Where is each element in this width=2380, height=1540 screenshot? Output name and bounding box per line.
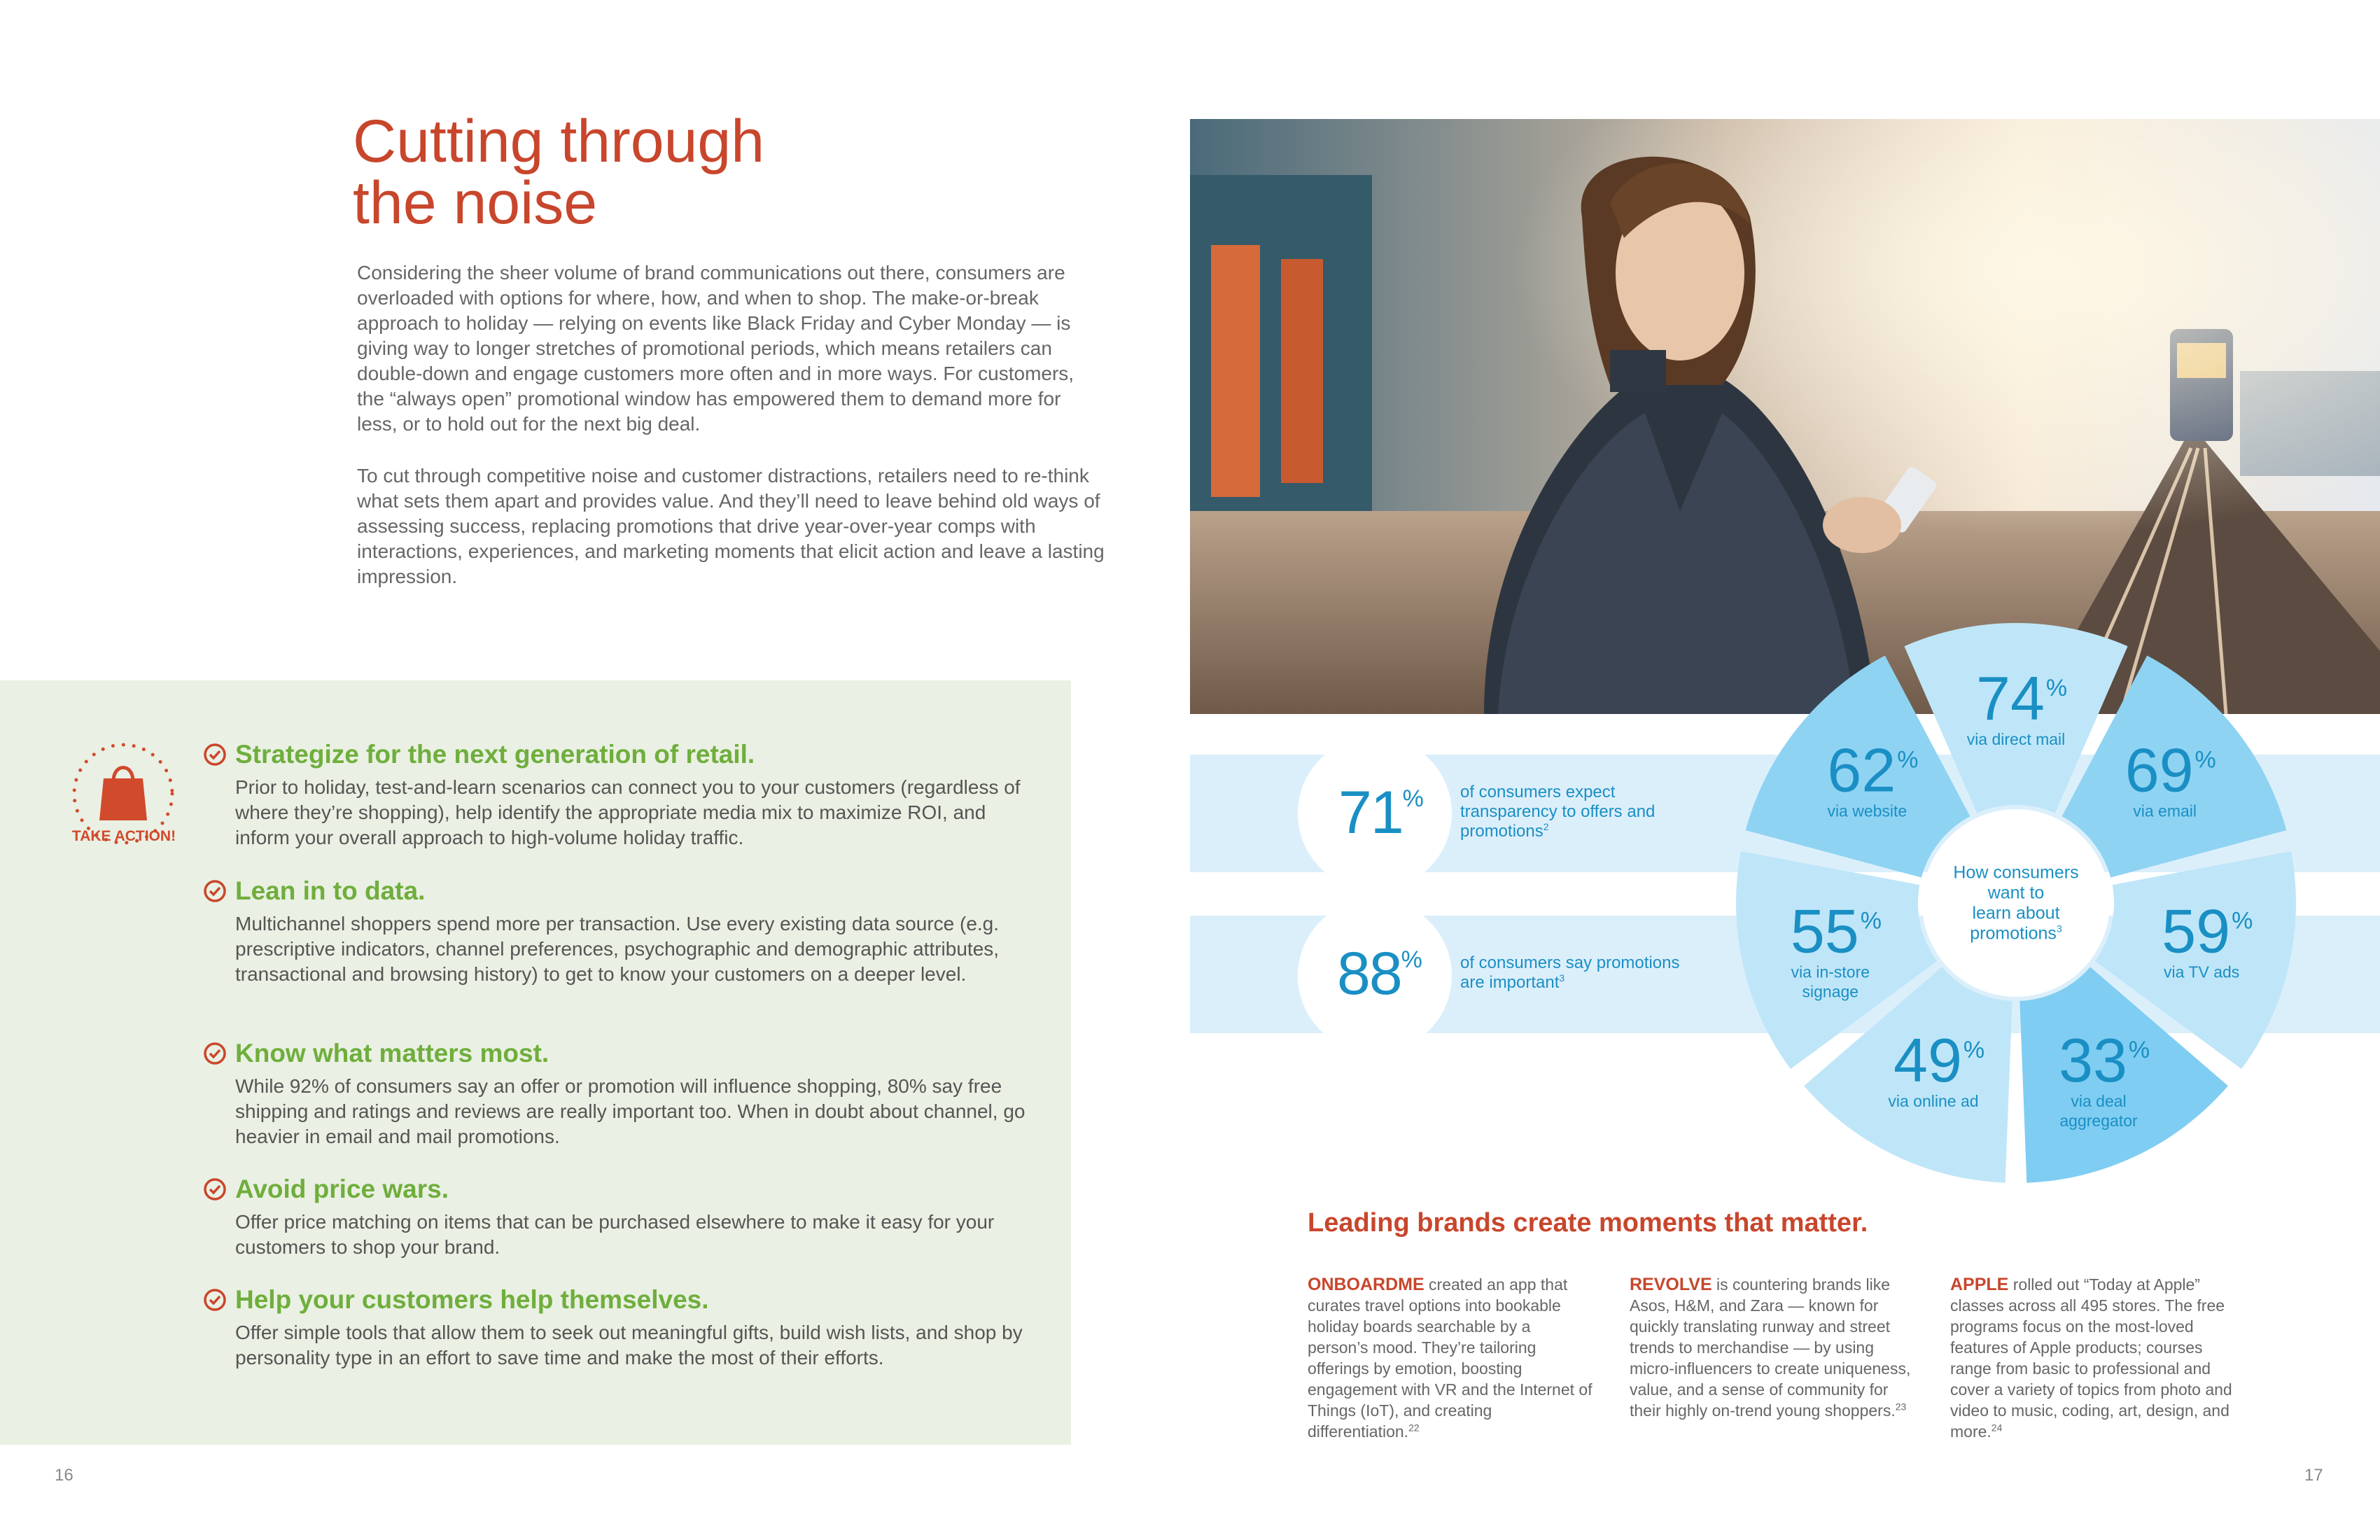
page-title bbox=[353, 108, 983, 237]
donut-label: via in-store bbox=[1791, 962, 1870, 981]
donut-center-text: promotions$^3$ bbox=[1970, 923, 2062, 944]
donut-percent: % bbox=[1963, 1037, 1985, 1064]
tip-heading: Lean in to data. bbox=[235, 876, 426, 905]
tip-item bbox=[203, 875, 1029, 987]
tip-body: Offer price matching on items that can be purchased elsewhere to make it easy for your customers to shop your brand. bbox=[235, 1211, 995, 1258]
tip-heading: Avoid price wars. bbox=[235, 1175, 449, 1203]
donut-percent: % bbox=[2232, 907, 2253, 934]
stat-percent: % bbox=[1401, 946, 1422, 973]
donut-value: 69 bbox=[2124, 735, 2194, 805]
donut-label: signage bbox=[1802, 982, 1859, 1001]
donut-center-text: How consumers bbox=[1953, 862, 2079, 883]
donut-label: via TV ads bbox=[2164, 962, 2240, 981]
stat-description: of consumers expect transparency to offers and promotions$^2$ bbox=[1460, 783, 1656, 841]
donut-label: via direct mail bbox=[1966, 730, 2066, 748]
donut-value: 49 bbox=[1893, 1026, 1962, 1096]
stat-number: 88 bbox=[1337, 940, 1401, 1007]
promotion-channels-donut bbox=[1708, 595, 2324, 1190]
check-circle-icon bbox=[203, 879, 227, 903]
check-circle-icon bbox=[203, 743, 227, 766]
brand-column-revolve: REVOLVE is countering brands like Asos, H&M, and Zara — known for quickly translating runway and street trends to merchandise — by using micro-influencers to create uniqueness, value, and a sense of community for their highly on-trend young shoppers.$^{23}$ bbox=[1630, 1275, 1911, 1420]
title-line-1: Cutting through bbox=[353, 108, 765, 175]
donut-center-text: want to bbox=[1987, 883, 2045, 903]
stat-value bbox=[1338, 778, 1424, 848]
moments-title: Leading brands create moments that matter. bbox=[1308, 1208, 1868, 1238]
donut-value: 55 bbox=[1790, 896, 1859, 966]
check-circle-icon bbox=[203, 1177, 227, 1201]
donut-value: 74 bbox=[1976, 664, 2045, 733]
donut-percent: % bbox=[2194, 746, 2216, 774]
donut-value: 62 bbox=[1827, 735, 1896, 805]
tip-item bbox=[203, 738, 1029, 850]
take-action-label: TAKE ACTION! bbox=[71, 828, 176, 844]
tip-heading: Know what matters most. bbox=[235, 1039, 550, 1068]
intro-paragraph-2: To cut through competitive noise and customer distractions, retailers need to re-think what sets them apart and provides value. And they’ll need to leave behind old ways of assessing success, replacing promotions that drive year-over-year comps with interactions, experiences, and marketing moments that elicit action and leave a lasting impression. bbox=[357, 465, 1105, 587]
donut-percent: % bbox=[2128, 1037, 2150, 1064]
check-circle-icon bbox=[203, 1042, 227, 1065]
page-number-left: 16 bbox=[55, 1466, 74, 1485]
tip-body: Prior to holiday, test-and-learn scenarios can connect you to your customers (regardless of where they’re shopping), help identify the appropriate media mix to maximize ROI, and inform your overall approach to high-volume holiday traffic. bbox=[235, 776, 1021, 848]
intro-paragraph-1: Considering the sheer volume of brand communications out there, consumers are overloaded with options for where, how, and when to shop. The make-or-break approach to holiday — relying on events like Black Friday and Cyber Monday — is giving way to longer stretches of promotional periods, which means retailers can double-down and engage customers more often and in more ways. For customers, the “always open” promotional window has empowered them to demand more for less, or to hold out for the next big deal. bbox=[357, 262, 1074, 435]
donut-value: 33 bbox=[2059, 1026, 2127, 1096]
donut-value: 59 bbox=[2162, 896, 2231, 966]
tip-item bbox=[203, 1037, 1029, 1149]
check-circle-icon bbox=[203, 1288, 227, 1312]
donut-label: via deal bbox=[2071, 1092, 2127, 1111]
donut-label: via website bbox=[1827, 802, 1907, 820]
stat-value bbox=[1337, 939, 1422, 1009]
donut-percent: % bbox=[1860, 907, 1882, 934]
title-line-2: the noise bbox=[353, 169, 598, 237]
tip-body: Multichannel shoppers spend more per transaction. Use every existing data source (e.g. prescriptive indicators, channel preferences, psychographic and demographic attributes, transactional and browsing history) to get to know your customers on a deeper level. bbox=[235, 913, 1000, 985]
donut-label: via online ad bbox=[1888, 1092, 1979, 1111]
stat-description: of consumers say promotions are important$^3$ bbox=[1460, 953, 1680, 992]
tip-heading: Strategize for the next generation of retail. bbox=[235, 740, 755, 769]
page-number-right: 17 bbox=[2304, 1466, 2323, 1485]
tip-item bbox=[203, 1284, 1029, 1371]
brand-column-apple: APPLE rolled out “Today at Apple” classes across all 495 stores. The free programs focus on the most-loved features of Apple products; courses range from basic to professional and cover a variety of topics from photo and video to music, coding, art, design, and more.$^{24}$ bbox=[1950, 1275, 2232, 1441]
donut-center-text: learn about bbox=[1972, 903, 2060, 923]
donut-percent: % bbox=[2045, 675, 2068, 701]
brand-column-onboardme: ONBOARDME created an app that curates travel options into bookable holiday boards searchable by a person’s mood. They’re tailoring offerings by emotion, boosting engagement with VR and the Internet of Things (IoT), and creating differentiation.$^{22}$ bbox=[1308, 1275, 1592, 1441]
tip-item bbox=[203, 1173, 1029, 1260]
tip-heading: Help your customers help themselves. bbox=[235, 1285, 709, 1314]
donut-label: aggregator bbox=[2059, 1112, 2138, 1130]
donut-label: via email bbox=[2133, 802, 2197, 820]
stat-number: 71 bbox=[1338, 779, 1403, 846]
stat-percent: % bbox=[1402, 785, 1424, 812]
tip-body: While 92% of consumers say an offer or promotion will influence shopping, 80% say free shipping and ratings and reviews are really important too. When in doubt about channel, go heavier in email and mail promotions. bbox=[235, 1075, 1026, 1147]
tip-body: Offer simple tools that allow them to seek out meaningful gifts, build wish lists, and shop by personality type in an effort to save time and make the most of their efforts. bbox=[235, 1322, 1023, 1368]
donut-percent: % bbox=[1897, 746, 1919, 774]
